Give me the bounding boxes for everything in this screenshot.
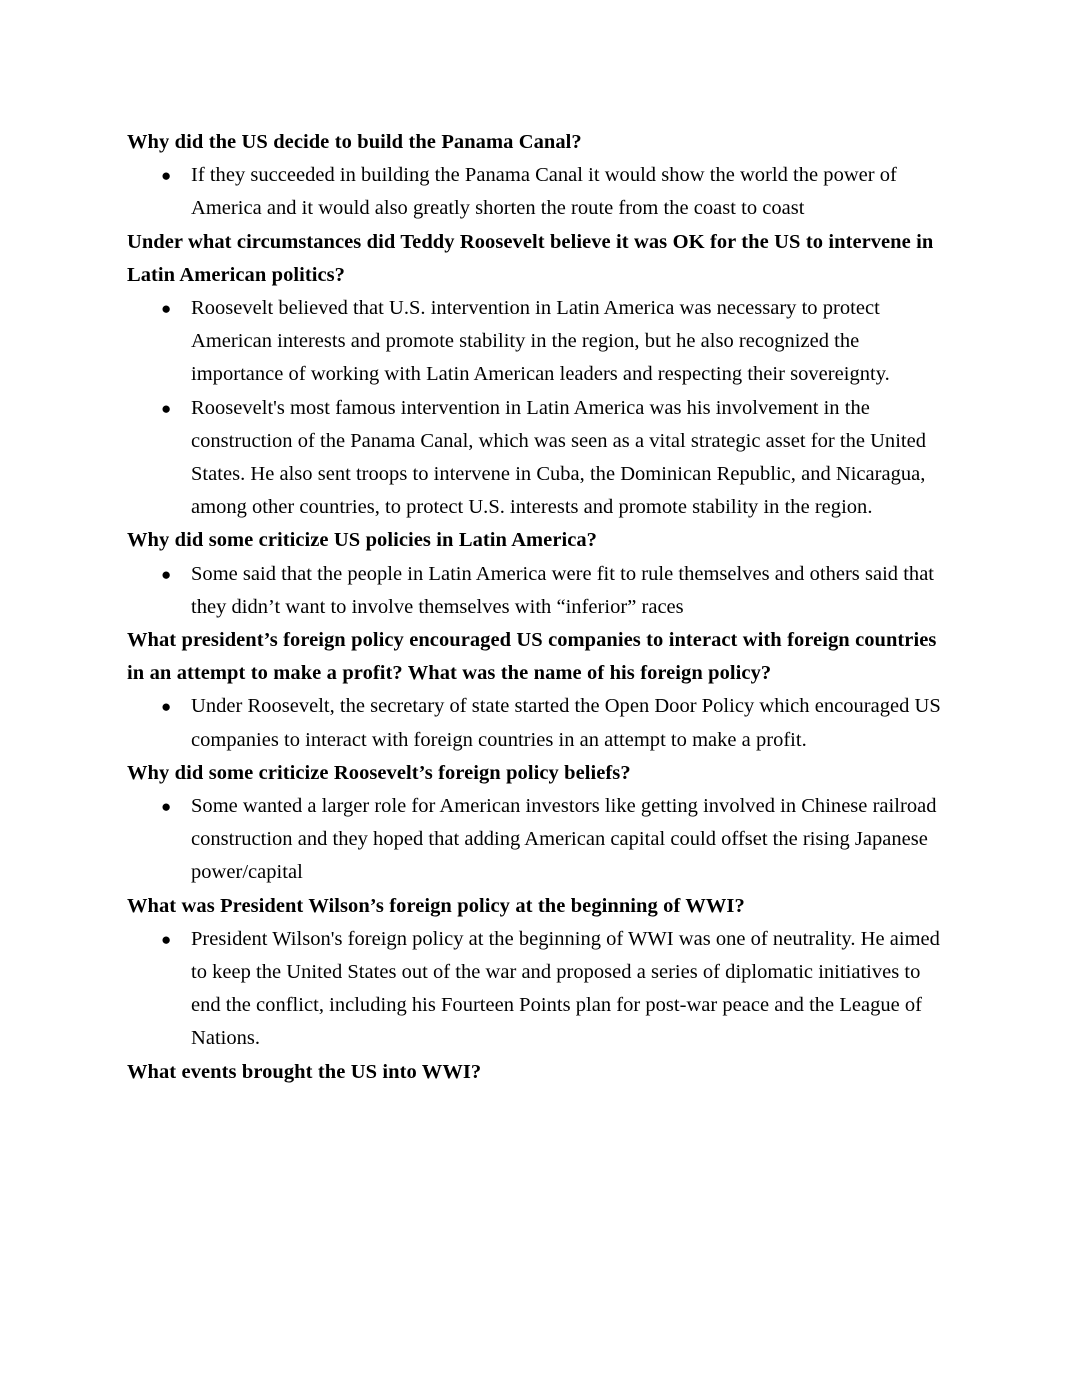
qa-block	[127, 1056, 949, 1089]
bullet-icon: ●	[161, 564, 172, 584]
answer-list	[127, 159, 949, 225]
answer-list	[127, 292, 949, 524]
question-heading: What was President Wilson’s foreign policy at the beginning of WWI?	[127, 894, 745, 917]
answer-text: If they succeeded in building the Panama Canal it would show the world the power of America and it would also greatly shorten the route from the coast to coast	[191, 164, 897, 220]
qa-block	[127, 226, 949, 525]
qa-block	[127, 126, 949, 226]
question-heading: What president’s foreign policy encouraged US companies to interact with foreign countries in an attempt to make a profit? What was the name of his foreign policy?	[127, 629, 937, 685]
qa-block	[127, 624, 949, 757]
answer-text: Roosevelt's most famous intervention in Latin America was his involvement in the construction of the Panama Canal, which was seen as a vital strategic asset for the United States. He also sent troops to intervene in Cuba, the Dominican Republic, and Nicaragua, among other countries, to protect U.S. interests and promote stability in the region.	[191, 396, 927, 519]
answer-list	[127, 790, 949, 890]
bullet-icon: ●	[161, 929, 172, 949]
question-heading: Why did some criticize Roosevelt’s foreign policy beliefs?	[127, 761, 631, 784]
bullet-icon: ●	[161, 166, 172, 186]
question-heading: Why did the US decide to build the Panama Canal?	[127, 131, 582, 153]
bullet-icon: ●	[161, 797, 172, 817]
answer-text: Some said that the people in Latin America were fit to rule themselves and others said that they didn’t want to involve themselves with “inferior” races	[191, 562, 935, 618]
question-heading: Why did some criticize US policies in Latin America?	[127, 529, 597, 552]
list-item	[127, 558, 949, 624]
list-item	[127, 159, 949, 225]
document-body	[127, 126, 949, 1089]
answer-list	[127, 558, 949, 624]
bullet-icon: ●	[161, 398, 172, 418]
question-heading: What events brought the US into WWI?	[127, 1060, 482, 1083]
answer-text: President Wilson's foreign policy at the beginning of WWI was one of neutrality. He aimed to keep the United States out of the war and proposed a series of diplomatic initiatives to end the conflict, including his Fourteen Points plan for post-war peace and the League of Nations.	[191, 927, 940, 1050]
list-item	[127, 392, 949, 525]
answer-text: Roosevelt believed that U.S. intervention in Latin America was necessary to protect American interests and promote stability in the region, but he also recognized the importance of working with Latin American leaders and respecting their sovereignty.	[191, 297, 890, 386]
answer-list	[127, 690, 949, 756]
question-heading: Under what circumstances did Teddy Roosevelt believe it was OK for the US to intervene in Latin American politics?	[127, 230, 934, 286]
list-item	[127, 690, 949, 756]
answer-text: Some wanted a larger role for American investors like getting involved in Chinese railroad construction and they hoped that adding American capital could offset the rising Japanese power/capital	[191, 795, 937, 884]
bullet-icon: ●	[161, 299, 172, 319]
bullet-icon: ●	[161, 697, 172, 717]
list-item	[127, 292, 949, 392]
list-item	[127, 790, 949, 890]
qa-block	[127, 524, 949, 624]
answer-text: Under Roosevelt, the secretary of state started the Open Door Policy which encouraged US companies to interact with foreign countries in an attempt to make a profit.	[191, 695, 941, 751]
qa-block	[127, 890, 949, 1056]
answer-list	[127, 923, 949, 1056]
list-item	[127, 923, 949, 1056]
qa-block	[127, 757, 949, 890]
